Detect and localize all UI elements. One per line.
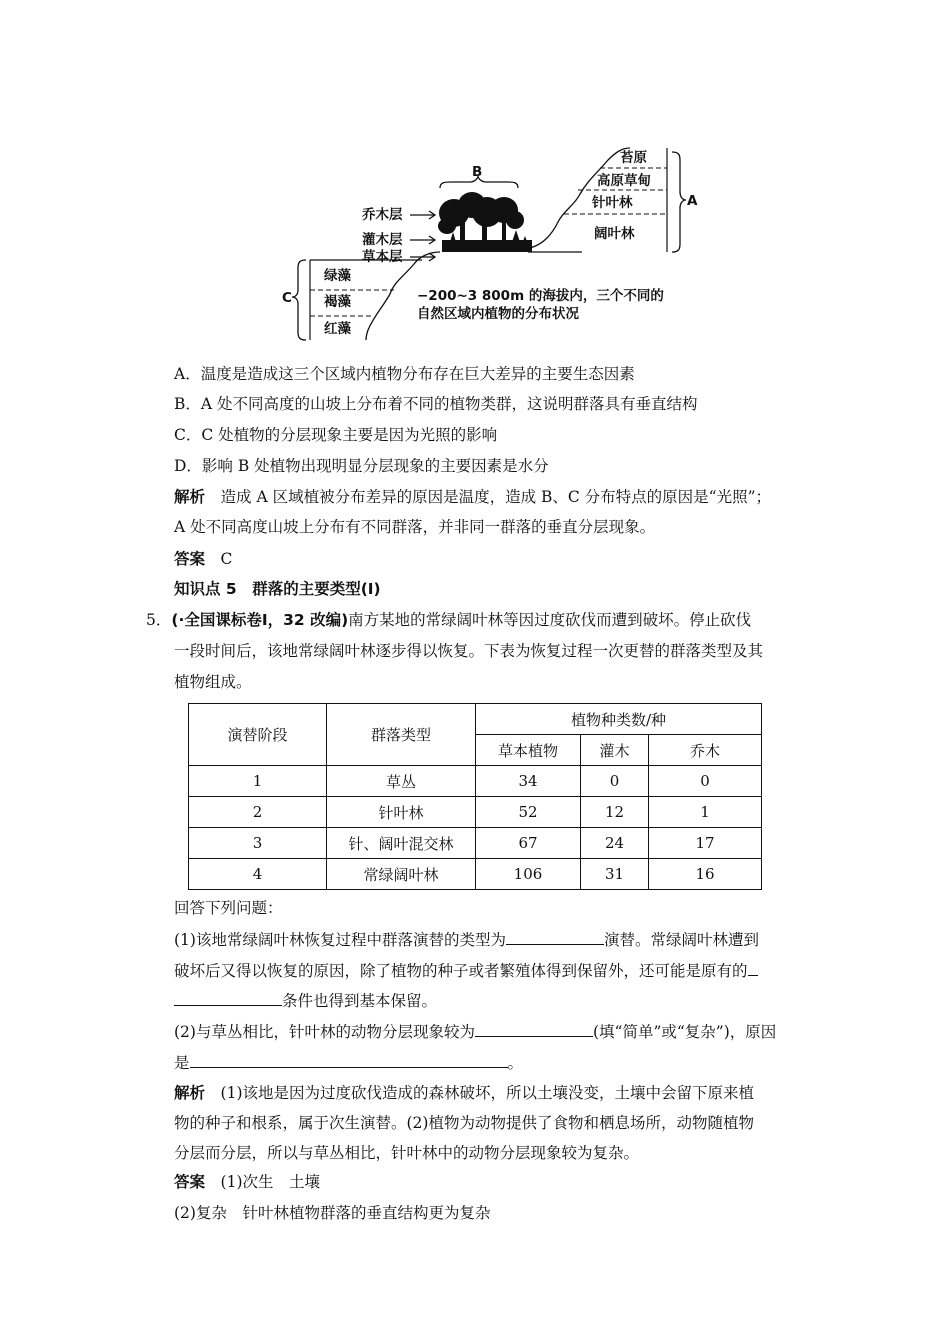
answer1-value: C	[220, 550, 233, 568]
figure-caption-line2: 自然区域内植物的分布状况	[417, 306, 579, 322]
cell-type: 针叶林	[327, 797, 476, 828]
analysis1-line2: A 处不同高度山坡上分布有不同群落，并非同一群落的垂直分层现象。	[174, 518, 656, 536]
cell-stage: 4	[189, 859, 327, 890]
q5-line3: 植物组成。	[174, 673, 252, 691]
cell-tree: 1	[649, 797, 762, 828]
cell-shrub: 12	[581, 797, 649, 828]
analysis1-line1	[174, 487, 771, 507]
option-a: A．温度是造成这三个区域内植物分布存在巨大差异的主要生态因素	[174, 365, 635, 383]
analysis1-text1: 造成 A 区域植被分布差异的原因是温度，造成 B、C 分布特点的原因是“光照”；	[220, 488, 772, 506]
succession-table	[188, 703, 762, 890]
cell-tree: 0	[649, 766, 762, 797]
q1-text-d: 条件也得到基本保留。	[282, 992, 438, 1010]
header-shrub: 灌木	[581, 735, 649, 766]
answer2-label: 答案	[174, 1173, 206, 1191]
label-herb-layer: 草本层	[362, 249, 403, 265]
zone-broadleaf: 阔叶林	[594, 226, 635, 242]
table-row	[189, 766, 762, 797]
vegetation-distribution-figure	[282, 140, 702, 345]
header-tree: 乔木	[649, 735, 762, 766]
questions-intro: 回答下列问题：	[174, 899, 283, 917]
table-row	[189, 859, 762, 890]
answer1	[174, 549, 232, 569]
option-b: B．A 处不同高度的山坡上分布着不同的植物类群，这说明群落具有垂直结构	[174, 395, 698, 413]
cell-stage: 2	[189, 797, 327, 828]
q5-number: 5．	[146, 611, 172, 629]
knowledge-title: 群落的主要类型(Ⅰ)	[252, 580, 381, 598]
arrow-shrub-layer	[410, 236, 435, 244]
q5-source: (·全国课标卷Ⅰ，32 改编)	[171, 611, 349, 629]
q2-line2	[174, 1052, 523, 1073]
analysis1-label: 解析	[174, 488, 206, 506]
label-b: B	[472, 164, 483, 180]
algae-green: 绿藻	[324, 268, 351, 284]
q2-line1	[174, 1021, 776, 1042]
analysis2-line1	[174, 1083, 754, 1103]
q2-blank-2[interactable]	[190, 1052, 508, 1068]
header-herb: 草本植物	[476, 735, 581, 766]
q1-line1	[174, 929, 759, 950]
bracket-c	[292, 260, 306, 340]
zone-conifer: 针叶林	[592, 195, 633, 211]
bracket-a	[672, 152, 686, 252]
cell-stage: 3	[189, 828, 327, 859]
cell-shrub: 31	[581, 859, 649, 890]
q5-line2: 一段时间后，该地常绿阔叶林逐步得以恢复。下表为恢复过程一次更替的群落类型及其	[174, 642, 764, 660]
table-row	[189, 797, 762, 828]
table-row	[189, 828, 762, 859]
cell-type: 草丛	[327, 766, 476, 797]
arrow-tree-layer	[410, 211, 435, 219]
q1-line3	[174, 990, 437, 1011]
option-d: D．影响 B 处植物出现明显分层现象的主要因素是水分	[174, 457, 549, 475]
answer2-line1	[174, 1172, 320, 1192]
q1-text-b: 演替。常绿阔叶林遭到	[603, 931, 759, 949]
header-type: 群落类型	[327, 704, 476, 766]
cell-herb: 67	[476, 828, 581, 859]
bracket-b	[440, 176, 518, 188]
cell-type: 常绿阔叶林	[327, 859, 476, 890]
cell-tree: 17	[649, 828, 762, 859]
header-species: 植物种类数/种	[476, 704, 762, 735]
q2-blank-1[interactable]	[475, 1021, 593, 1037]
algae-dividers	[310, 290, 394, 316]
q2-text-c: 是	[174, 1054, 190, 1072]
answer1-label: 答案	[174, 550, 206, 568]
q2-text-a: (2)与草丛相比，针叶林的动物分层现象较为	[174, 1023, 475, 1041]
cell-herb: 106	[476, 859, 581, 890]
cell-shrub: 0	[581, 766, 649, 797]
figure-caption-line1: −200~3 800m 的海拔内，三个不同的	[417, 288, 664, 304]
cell-herb: 52	[476, 797, 581, 828]
q5-text1: 南方某地的常绿阔叶林等因过度砍伐而遭到破坏。停止砍伐	[348, 611, 752, 629]
q2-text-b: (填“简单”或“复杂”)，原因	[592, 1023, 777, 1041]
analysis2-label: 解析	[174, 1084, 206, 1102]
header-stage: 演替阶段	[189, 704, 327, 766]
answer2-line2: (2)复杂 针叶林植物群落的垂直结构更为复杂	[174, 1204, 491, 1222]
cell-type: 针、阔叶混交林	[327, 828, 476, 859]
answer2-text1: (1)次生 土壤	[220, 1173, 320, 1191]
q2-text-d: 。	[507, 1054, 524, 1072]
cell-shrub: 24	[581, 828, 649, 859]
knowledge-point	[174, 579, 381, 599]
algae-brown: 褐藻	[324, 294, 351, 310]
label-shrub-layer: 灌木层	[362, 232, 403, 248]
cell-herb: 34	[476, 766, 581, 797]
knowledge-label: 知识点 5	[174, 580, 237, 598]
q1-line2	[174, 960, 758, 981]
zone-moss: 苔原	[620, 150, 647, 166]
zone-meadow: 高原草甸	[597, 173, 651, 189]
cell-stage: 1	[189, 766, 327, 797]
label-a: A	[687, 193, 698, 209]
q1-blank-1[interactable]	[506, 929, 604, 945]
q1-text-a: (1)该地常绿阔叶林恢复过程中群落演替的类型为	[174, 931, 506, 949]
analysis2-line3: 分层而分层，所以与草丛相比，针叶林中的动物分层现象较为复杂。	[174, 1144, 640, 1162]
algae-red: 红藻	[324, 321, 351, 337]
q1-blank-2a[interactable]	[748, 960, 758, 976]
analysis2-line2: 物的种子和根系，属于次生演替。(2)植物为动物提供了食物和栖息场所，动物随植物	[174, 1114, 754, 1132]
q1-blank-2b[interactable]	[174, 990, 282, 1006]
option-c: C．C 处植物的分层现象主要是因为光照的影响	[174, 426, 498, 444]
q1-text-c: 破坏后又得以恢复的原因，除了植物的种子或者繁殖体得到保留外，还可能是原有的	[174, 962, 748, 980]
q5-line1	[146, 610, 751, 630]
analysis2-text1: (1)该地是因为过度砍伐造成的森林破坏，所以土壤没变，土壤中会留下原来植	[220, 1084, 754, 1102]
label-tree-layer: 乔木层	[362, 207, 403, 223]
cell-tree: 16	[649, 859, 762, 890]
label-c: C	[282, 290, 292, 306]
trees-illustration	[438, 192, 532, 252]
